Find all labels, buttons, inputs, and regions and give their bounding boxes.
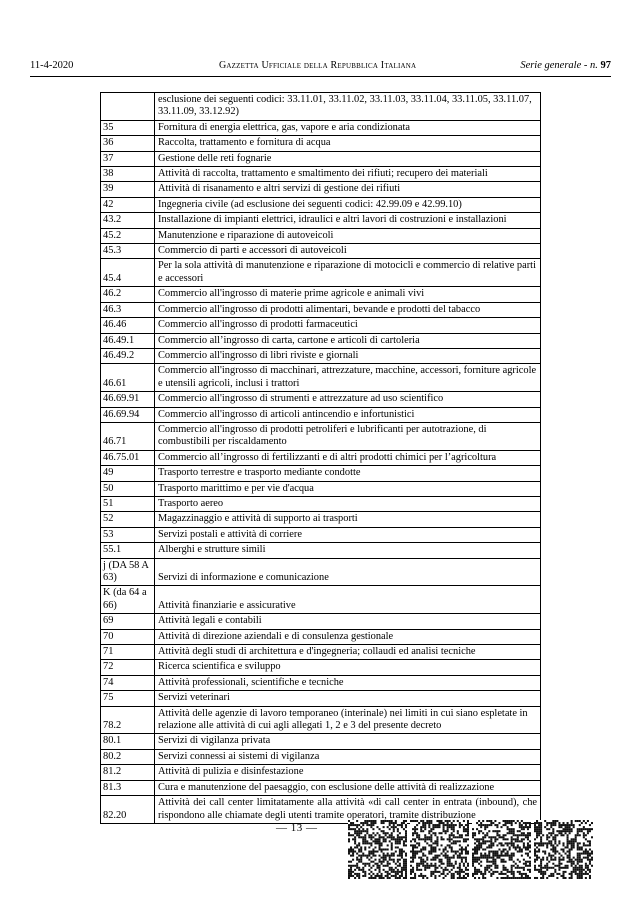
qr-code-2 bbox=[410, 820, 469, 879]
activity-description-cell: Alberghi e strutture simili bbox=[155, 543, 541, 558]
activity-code-cell: 37 bbox=[101, 151, 155, 166]
activity-code-cell: 46.69.91 bbox=[101, 392, 155, 407]
activity-description-cell: Installazione di impianti elettrici, idraulici e altri lavori di costruzioni e installazioni bbox=[155, 213, 541, 228]
table-row bbox=[101, 614, 541, 629]
activity-description-cell: Commercio all’ingrosso di fertilizzanti e di altri prodotti chimici per l’agricoltura bbox=[155, 450, 541, 465]
activity-description-cell: Attività di risanamento e altri servizi di gestione dei rifiuti bbox=[155, 182, 541, 197]
activity-code-cell: 45.2 bbox=[101, 228, 155, 243]
table-row bbox=[101, 422, 541, 450]
activity-description-cell: Commercio di parti e accessori di autoveicoli bbox=[155, 244, 541, 259]
table-row bbox=[101, 450, 541, 465]
activity-description-cell: Servizi di informazione e comunicazione bbox=[155, 558, 541, 586]
activity-code-cell: 75 bbox=[101, 691, 155, 706]
activity-description-cell: Per la sola attività di manutenzione e riparazione di motocicli e commercio di relative parti e accessori bbox=[155, 259, 541, 287]
activity-code-cell: 35 bbox=[101, 120, 155, 135]
header-issue-number: 97 bbox=[600, 60, 611, 71]
activity-description-cell: Commercio all'ingrosso di materie prime agricole e animali vivi bbox=[155, 287, 541, 302]
activity-description-cell: Attività di direzione aziendali e di consulenza gestionale bbox=[155, 629, 541, 644]
activity-code-cell: 71 bbox=[101, 645, 155, 660]
header-rule bbox=[30, 76, 611, 77]
table-row bbox=[101, 407, 541, 422]
activity-description-cell: Commercio all'ingrosso di libri riviste e giornali bbox=[155, 348, 541, 363]
table-row bbox=[101, 244, 541, 259]
activity-code-cell: 46.3 bbox=[101, 302, 155, 317]
table-row bbox=[101, 167, 541, 182]
activity-description-cell: Ricerca scientifica e sviluppo bbox=[155, 660, 541, 675]
activity-code-cell: 78.2 bbox=[101, 706, 155, 734]
table-row bbox=[101, 182, 541, 197]
activity-code-cell: 46.49.1 bbox=[101, 333, 155, 348]
table-row bbox=[101, 527, 541, 542]
activity-description-cell: Trasporto aereo bbox=[155, 496, 541, 511]
activity-description-cell: Commercio all'ingrosso di prodotti farmaceutici bbox=[155, 318, 541, 333]
qr-code-3 bbox=[472, 820, 531, 879]
activity-description-cell: Manutenzione e riparazione di autoveicoli bbox=[155, 228, 541, 243]
activity-code-cell: 81.3 bbox=[101, 780, 155, 795]
activity-code-cell: 45.3 bbox=[101, 244, 155, 259]
table-row bbox=[101, 287, 541, 302]
activity-description-cell: Magazzinaggio e attività di supporto ai trasporti bbox=[155, 512, 541, 527]
activity-description-cell: Commercio all'ingrosso di prodotti petroliferi e lubrificanti per autotrazione, di combustibili per riscaldamento bbox=[155, 422, 541, 450]
activity-code-cell: 55.1 bbox=[101, 543, 155, 558]
table-row bbox=[101, 364, 541, 392]
activity-description-cell: Cura e manutenzione del paesaggio, con esclusione delle attività di realizzazione bbox=[155, 780, 541, 795]
activity-code-cell: 51 bbox=[101, 496, 155, 511]
activity-description-cell: Servizi postali e attività di corriere bbox=[155, 527, 541, 542]
activity-description-cell: Attività professionali, scientifiche e tecniche bbox=[155, 675, 541, 690]
activity-description-cell: Ingegneria civile (ad esclusione dei seguenti codici: 42.99.09 e 42.99.10) bbox=[155, 197, 541, 212]
activity-code-cell: 49 bbox=[101, 466, 155, 481]
page-number: — 13 — bbox=[276, 822, 318, 834]
activity-description-cell: Servizi connessi ai sistemi di vigilanza bbox=[155, 749, 541, 764]
header-series-label: Serie generale - n. bbox=[520, 60, 598, 71]
activity-description-cell: Trasporto marittimo e per vie d'acqua bbox=[155, 481, 541, 496]
table-row bbox=[101, 348, 541, 363]
table-row bbox=[101, 645, 541, 660]
header-date: 11-4-2020 bbox=[30, 60, 74, 71]
table-row bbox=[101, 706, 541, 734]
activity-description-cell: Attività di pulizia e disinfestazione bbox=[155, 765, 541, 780]
activity-code-cell: j (DA 58 A 63) bbox=[101, 558, 155, 586]
activity-description-cell: Attività degli studi di architettura e d'ingegneria; collaudi ed analisi tecniche bbox=[155, 645, 541, 660]
activity-code-cell: 80.1 bbox=[101, 734, 155, 749]
activity-code-cell: 38 bbox=[101, 167, 155, 182]
activity-code-cell: K (da 64 a 66) bbox=[101, 586, 155, 614]
activity-code-cell: 36 bbox=[101, 136, 155, 151]
activity-description-cell: Commercio all’ingrosso di carta, cartone e articoli di cartoleria bbox=[155, 333, 541, 348]
table-row bbox=[101, 228, 541, 243]
activity-description-cell: Attività finanziarie e assicurative bbox=[155, 586, 541, 614]
activity-code-cell: 42 bbox=[101, 197, 155, 212]
activity-code-cell: 74 bbox=[101, 675, 155, 690]
activity-code-cell: 53 bbox=[101, 527, 155, 542]
activity-code-cell: 46.46 bbox=[101, 318, 155, 333]
activity-code-cell: 46.71 bbox=[101, 422, 155, 450]
activity-description-cell: Servizi veterinari bbox=[155, 691, 541, 706]
table-row bbox=[101, 629, 541, 644]
table-row bbox=[101, 660, 541, 675]
table-row bbox=[101, 213, 541, 228]
activity-description-cell: Fornitura di energia elettrica, gas, vapore e aria condizionata bbox=[155, 120, 541, 135]
table-row bbox=[101, 136, 541, 151]
activity-description-cell: Attività di raccolta, trattamento e smaltimento dei rifiuti; recupero dei materiali bbox=[155, 167, 541, 182]
activity-description-cell: Attività delle agenzie di lavoro temporaneo (interinale) nei limiti in cui siano espletate in relazione alle attività di cui agli allegati 1, 2 e 3 del presente decreto bbox=[155, 706, 541, 734]
table-row bbox=[101, 318, 541, 333]
activity-code-cell: 45.4 bbox=[101, 259, 155, 287]
activity-description-cell: Commercio all'ingrosso di prodotti alimentari, bevande e prodotti del tabacco bbox=[155, 302, 541, 317]
activity-code-table bbox=[100, 92, 541, 824]
activity-description-cell: esclusione dei seguenti codici: 33.11.01, 33.11.02, 33.11.03, 33.11.04, 33.11.05, 33.11.07, 33.11.09, 33.12.92) bbox=[155, 93, 541, 121]
table-row bbox=[101, 749, 541, 764]
activity-description-cell: Trasporto terrestre e trasporto mediante condotte bbox=[155, 466, 541, 481]
table-row bbox=[101, 765, 541, 780]
activity-code-cell: 46.75.01 bbox=[101, 450, 155, 465]
table-row bbox=[101, 333, 541, 348]
activity-description-cell: Attività legali e contabili bbox=[155, 614, 541, 629]
table-row bbox=[101, 93, 541, 121]
table-row bbox=[101, 120, 541, 135]
activity-code-table-body bbox=[101, 93, 541, 824]
table-row bbox=[101, 302, 541, 317]
table-row bbox=[101, 512, 541, 527]
activity-description-cell: Servizi di vigilanza privata bbox=[155, 734, 541, 749]
table-row bbox=[101, 734, 541, 749]
activity-description-cell: Commercio all'ingrosso di articoli antincendio e infortunistici bbox=[155, 407, 541, 422]
header-gazette-title: Gazzetta Ufficiale della Repubblica Italiana bbox=[219, 60, 417, 71]
table-row bbox=[101, 197, 541, 212]
table-row bbox=[101, 780, 541, 795]
table-row bbox=[101, 392, 541, 407]
activity-code-cell: 70 bbox=[101, 629, 155, 644]
table-row bbox=[101, 691, 541, 706]
activity-description-cell: Commercio all'ingrosso di macchinari, attrezzature, macchine, accessori, forniture agricole e utensili agricoli, inclusi i trattori bbox=[155, 364, 541, 392]
table-row bbox=[101, 481, 541, 496]
qr-code-strip bbox=[348, 820, 593, 879]
qr-code-1 bbox=[348, 820, 407, 879]
activity-code-cell: 81.2 bbox=[101, 765, 155, 780]
table-row bbox=[101, 259, 541, 287]
activity-code-cell: 46.2 bbox=[101, 287, 155, 302]
activity-code-cell: 72 bbox=[101, 660, 155, 675]
activity-code-cell: 80.2 bbox=[101, 749, 155, 764]
table-row bbox=[101, 543, 541, 558]
activity-code-cell: 46.61 bbox=[101, 364, 155, 392]
activity-code-cell: 50 bbox=[101, 481, 155, 496]
activity-code-cell: 69 bbox=[101, 614, 155, 629]
activity-code-cell bbox=[101, 93, 155, 121]
activity-code-cell: 52 bbox=[101, 512, 155, 527]
header-series bbox=[520, 59, 611, 72]
activity-description-cell: Commercio all'ingrosso di strumenti e attrezzature ad uso scientifico bbox=[155, 392, 541, 407]
table-row bbox=[101, 586, 541, 614]
qr-code-4 bbox=[534, 820, 593, 879]
table-row bbox=[101, 151, 541, 166]
activity-code-cell: 39 bbox=[101, 182, 155, 197]
activity-description-cell: Gestione delle reti fognarie bbox=[155, 151, 541, 166]
table-row bbox=[101, 558, 541, 586]
table-row bbox=[101, 466, 541, 481]
table-row bbox=[101, 496, 541, 511]
activity-description-cell: Attività dei call center limitatamente alla attività «di call center in entrata (inbound), che rispondono alle chiamate degli utenti tramite operatori, tramite distribuzione bbox=[155, 796, 541, 824]
activity-description-cell: Raccolta, trattamento e fornitura di acqua bbox=[155, 136, 541, 151]
activity-code-cell: 46.49.2 bbox=[101, 348, 155, 363]
activity-code-cell: 43.2 bbox=[101, 213, 155, 228]
activity-code-cell: 46.69.94 bbox=[101, 407, 155, 422]
table-row bbox=[101, 675, 541, 690]
activity-code-cell: 82.20 bbox=[101, 796, 155, 824]
